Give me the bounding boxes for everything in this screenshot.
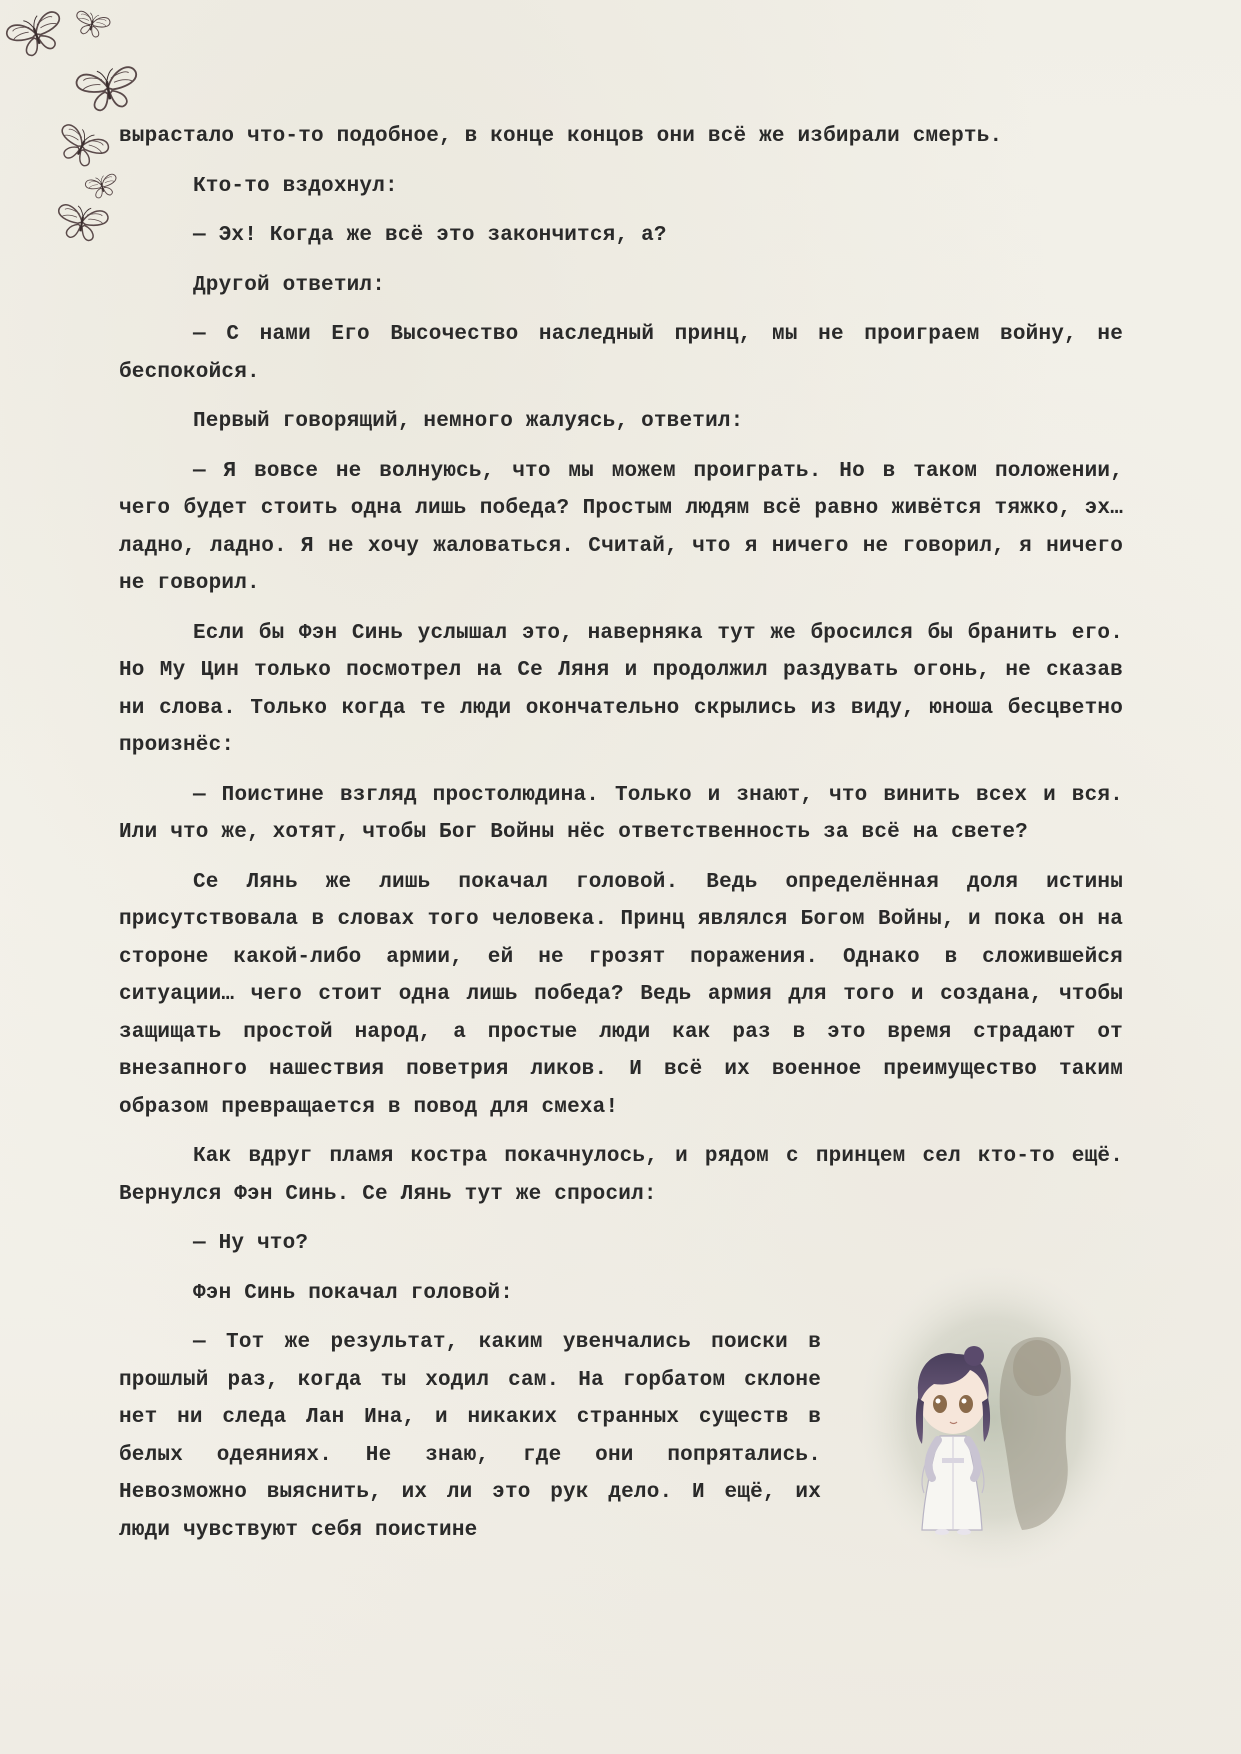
paragraph: Кто-то вздохнул:: [193, 174, 398, 198]
paragraph: вырастало что-то подобное, в конце концов они всё же избирали смерть.: [119, 125, 1003, 148]
paragraph: — С нами Его Высочество наследный принц, мы не проиграем войну, не беспокойся.: [119, 323, 1123, 384]
paragraph: — Поистине взгляд простолюдина. Только и знают, что винить всех и вся. Или что же, хотят, чтобы Бог Войны нёс ответственность за всё на свете?: [119, 783, 1123, 844]
paragraph: — Эх! Когда же всё это закончится, а?: [193, 224, 667, 247]
paragraph: Если бы Фэн Синь услышал это, наверняка тут же бросился бы бранить его. Но Му Цин только посмотрел на Се Ляня и продолжил раздувать огонь, не сказав ни слова. Только когда те люди окончательно скрылись из виду, юноша бесцветно произнёс:: [119, 621, 1123, 757]
paragraph: — Ну что?: [193, 1232, 309, 1255]
paragraph: — Тот же результат, каким увенчались поиски в прошлый раз, когда ты ходил сам. На горбатом склоне нет ни следа Лан Ина, и никаких странных существ в белых одеяниях. Не знаю, где они попрятались. Невозможно выяснить, их ли это рук дело. И ещё, их люди чувствуют себя поистине: [119, 1331, 821, 1542]
paragraph: Как вдруг пламя костра покачнулось, и рядом с принцем сел кто-то ещё. Вернулся Фэн Синь. Се Лянь тут же спросил:: [119, 1145, 1123, 1206]
paragraph: Другой ответил:: [193, 273, 386, 297]
paragraph: — Я вовсе не волнуюсь, что мы можем проиграть. Но в таком положении, чего будет стоить одна лишь победа? Простым людям всё равно живётся тяжко, эх… ладно, ладно. Я не хочу жаловаться. Считай, что я ничего не говорил, я ничего не говорил.: [119, 459, 1123, 595]
paragraph: Первый говорящий, немного жалуясь, ответил:: [193, 410, 744, 433]
paragraph: Се Лянь же лишь покачал головой. Ведь определённая доля истины присутствовала в словах того человека. Принц являлся Богом Войны, и пока он на стороне какой-либо армии, ей не грозят поражения. Однако в сложившейся ситуации… чего стоит одна лишь победа? Ведь армия для того и создана, чтобы защищать простой народ, а простые люди как раз в это время страдают от внезапного нашествия поветрия ликов. И всё их военное преимущество таким образом превращается в повод для смеха!: [119, 870, 1123, 1119]
chibi-character-illustration-icon: [862, 1268, 1126, 1568]
paragraph: Фэн Синь покачал головой:: [193, 1281, 514, 1305]
